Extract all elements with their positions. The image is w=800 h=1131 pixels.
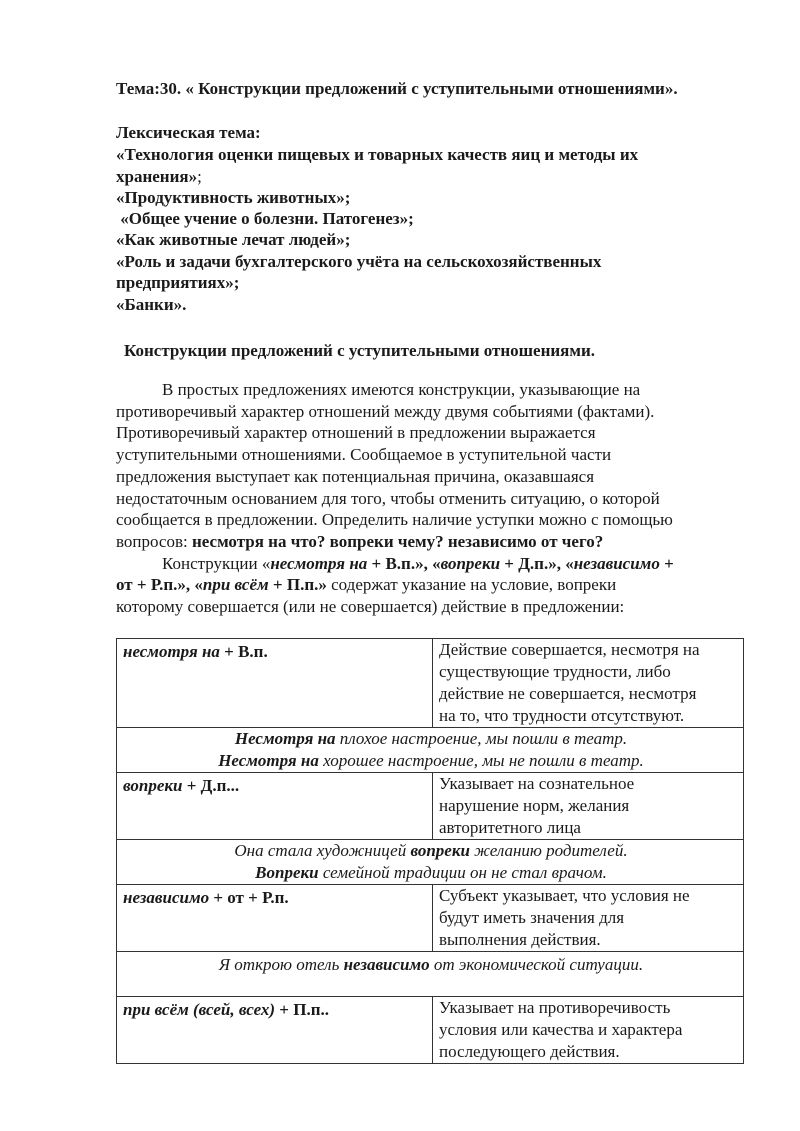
intro-line: В простых предложениях имеются конструкции, указывающие на [162, 380, 641, 399]
table-row [117, 840, 744, 885]
example-keyword: вопреки [410, 841, 470, 860]
intro-line: недостаточным основанием для того, чтобы отменить ситуацию, о которой [116, 488, 660, 508]
construction-pri-vsyom: при всём [202, 575, 269, 595]
table-row [117, 639, 744, 728]
example-line [123, 862, 739, 884]
lexical-topic-3: «Общее учение о болезни. Патогенез»; [116, 209, 414, 228]
lexical-topic-6: «Банки». [116, 295, 187, 314]
construction-vopreki: вопреки [440, 553, 501, 573]
intro-line: сообщается в предложении. Определить наличие уступки можно с помощью [116, 510, 673, 530]
example-keyword: Вопреки [255, 863, 319, 882]
example-cell [117, 728, 744, 773]
intro-paragraph [116, 379, 746, 618]
lexical-topic-5: «Роль и задачи бухгалтерского учёта на сельскохозяйственных [116, 252, 602, 271]
meaning-line: нарушение норм, желания [439, 796, 630, 815]
construction-nesmotrya-case: + В.п.», « [367, 553, 441, 573]
table-row [117, 728, 744, 773]
intro-line: уступительными отношениями. Сообщаемое в уступительной части [116, 445, 612, 465]
intro-line: предложения выступает как потенциальная причина, оказавшаяся [116, 466, 595, 486]
construction-case: + П.п.. [275, 1000, 330, 1019]
meaning-line: Действие совершается, несмотря на [439, 640, 700, 659]
meaning-line: будут иметь значения для [439, 908, 625, 927]
table-row [117, 997, 744, 1064]
lexical-topic-2: «Продуктивность животных»; [116, 188, 351, 207]
example-text: плохое настроение, мы пошли в театр. [335, 729, 628, 748]
constructions-table [116, 638, 744, 1064]
construction-nezavisimo-case: от + Р.п.», « [116, 575, 203, 595]
meaning-line: Указывает на противоречивость [439, 998, 671, 1017]
construction-cell [117, 773, 433, 840]
meaning-line: Указывает на сознательное [439, 774, 635, 793]
lexical-topic-1: «Технология оценки пищевых и товарных качеств яиц и методы их [116, 145, 639, 164]
table-row [117, 952, 744, 997]
table-row [117, 773, 744, 840]
example-text: от экономической ситуации. [429, 955, 644, 974]
construction-nezavisimo: независимо [573, 553, 660, 573]
intro-line: которому совершается (или не совершается) действие в предложении: [116, 597, 625, 617]
meaning-line: действие не совершается, несмотря [439, 684, 697, 703]
meaning-cell [433, 773, 744, 840]
construction-pri-vsyom-case: + П.п.» [268, 575, 327, 595]
meaning-line: существующие трудности, либо [439, 662, 671, 681]
meaning-line: последующего действия. [439, 1042, 620, 1061]
example-text: семейной традиции он не стал врачом. [318, 863, 607, 882]
meaning-line: авторитетного лица [439, 818, 581, 837]
topic-heading: Тема:30. « Конструкции предложений с уступительными отношениями». [116, 79, 678, 98]
example-line [123, 840, 739, 862]
example-text: хорошее настроение, мы не пошли в театр. [318, 751, 644, 770]
construction-name: независимо [123, 888, 210, 907]
example-line [123, 954, 739, 976]
lexical-topic-1-cont [116, 166, 202, 188]
constructions-line [116, 574, 746, 596]
intro-line: Противоречивый характер отношений в предложении выражается [116, 423, 596, 443]
example-cell [117, 840, 744, 885]
construction-name: вопреки [123, 776, 183, 795]
meaning-cell [433, 639, 744, 728]
example-text: желанию родителей. [469, 841, 628, 860]
construction-nesmotrya: несмотря на [270, 553, 368, 573]
construction-case: + Д.п... [182, 776, 240, 795]
construction-cell [117, 639, 433, 728]
example-line [123, 728, 739, 750]
construction-case: + от + Р.п. [209, 888, 289, 907]
meaning-line: Субъект указывает, что условия не [439, 886, 690, 905]
meaning-cell [433, 885, 744, 952]
lexical-topic-label: Лексическая тема: [116, 123, 261, 142]
example-line [123, 750, 739, 772]
intro-line: противоречивый характер отношений между двумя событиями (фактами). [116, 401, 655, 421]
intro-line [116, 531, 746, 553]
construction-nezavisimo-plus: + [659, 553, 674, 573]
section-title: Конструкции предложений с уступительными отношениями. [124, 341, 595, 360]
example-cell [117, 952, 744, 997]
constructions-prefix: Конструкции « [162, 553, 271, 573]
construction-vopreki-case: + Д.п.», « [500, 553, 574, 573]
lexical-topic-5-cont: предприятиях»; [116, 273, 240, 292]
meaning-line: выполнения действия. [439, 930, 601, 949]
meaning-cell [433, 997, 744, 1064]
questions-prefix: вопросов: [116, 531, 192, 551]
meaning-line: на то, что трудности отсутствуют. [439, 706, 685, 725]
constructions-line [116, 553, 746, 575]
table-row [117, 885, 744, 952]
example-keyword: независимо [343, 955, 430, 974]
meaning-line: условия или качества и характера [439, 1020, 683, 1039]
lexical-topic-1-cont-tail: ; [197, 167, 202, 186]
construction-name: при всём (всей, всех) [123, 1000, 276, 1019]
construction-cell [117, 885, 433, 952]
lexical-topic-1-cont-bold: хранения» [116, 167, 198, 186]
questions-bold: несмотря на что? вопреки чему? независимо от чего? [191, 531, 604, 551]
example-text: Я открою отель [218, 955, 344, 974]
lexical-topic-4: «Как животные лечат людей»; [116, 230, 351, 249]
construction-cell [117, 997, 433, 1064]
example-text: Она стала художницей [234, 841, 411, 860]
example-keyword: Несмотря на [234, 729, 336, 748]
constructions-tail: содержат указание на условие, вопреки [326, 575, 617, 595]
example-keyword: Несмотря на [218, 751, 319, 770]
construction-case: + В.п. [219, 642, 268, 661]
construction-name: несмотря на [123, 642, 220, 661]
